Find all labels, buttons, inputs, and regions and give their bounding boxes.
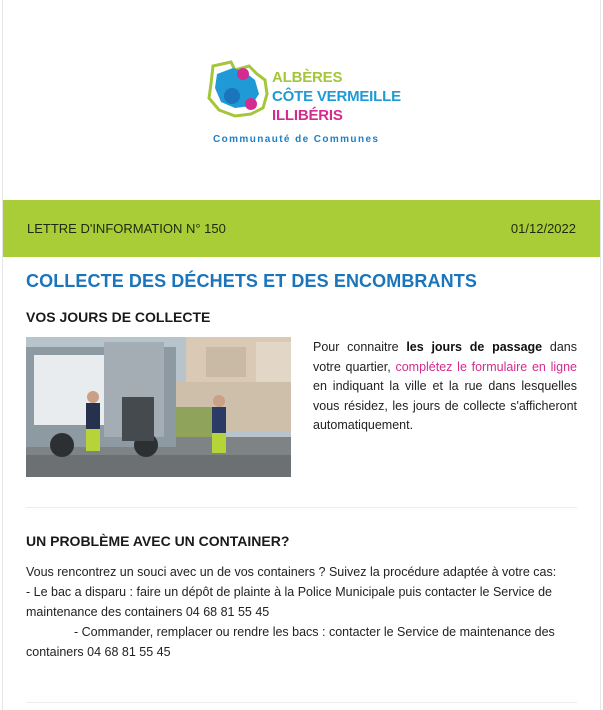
bottom-divider	[26, 702, 577, 703]
section-title: COLLECTE DES DÉCHETS ET DES ENCOMBRANTS	[26, 271, 477, 291]
collecte-paragraph	[313, 338, 577, 436]
container-intro: Vous rencontrez un souci avec un de vos containers ? Suivez la procédure adaptée à votre cas:	[26, 565, 557, 579]
newsletter-number: LETTRE D'INFORMATION N° 150	[27, 221, 226, 236]
logo-map-icon	[205, 58, 275, 128]
logo-line-3: ILLIBÉRIS	[272, 107, 343, 124]
logo-line-1: ALBÈRES	[272, 69, 343, 86]
photo-illustration	[26, 337, 291, 477]
collecte-text-intro: Pour connaitre	[313, 340, 407, 354]
newsletter-date: 01/12/2022	[510, 221, 576, 236]
container-subtitle: UN PROBLÈME AVEC UN CONTAINER?	[26, 533, 290, 549]
newsletter-header	[0, 0, 603, 200]
section-divider	[26, 507, 577, 508]
collecte-text-mid: dans votre quartier,	[313, 340, 577, 374]
formulaire-link[interactable]: complétez le formulaire en ligne	[395, 359, 578, 374]
logo-line-2: CÔTE VERMEILLE	[272, 88, 401, 105]
container-item-1: - Le bac a disparu : faire un dépôt de plainte à la Police Municipale puis contacter le Service de maintenance des containers 04 68 81 55 45	[26, 585, 553, 619]
logo-tagline: Communauté de Communes	[213, 134, 380, 145]
collecte-text-bold: les jours de passage	[406, 340, 543, 354]
collecte-subtitle: VOS JOURS DE COLLECTE	[26, 309, 211, 325]
collecte-text-end: en indiquant la ville et la rue dans lesquelles vous résidez, les jours de collecte s'afficheront automatiquement.	[313, 379, 577, 432]
garbage-truck-photo	[26, 337, 291, 477]
logo[interactable]	[205, 58, 405, 150]
container-item-2: - Commander, remplacer ou rendre les bacs : contacter le Service de maintenance des containers 04 68 81 55 45	[26, 625, 555, 659]
container-body	[26, 562, 582, 662]
newsletter-banner	[3, 200, 600, 257]
